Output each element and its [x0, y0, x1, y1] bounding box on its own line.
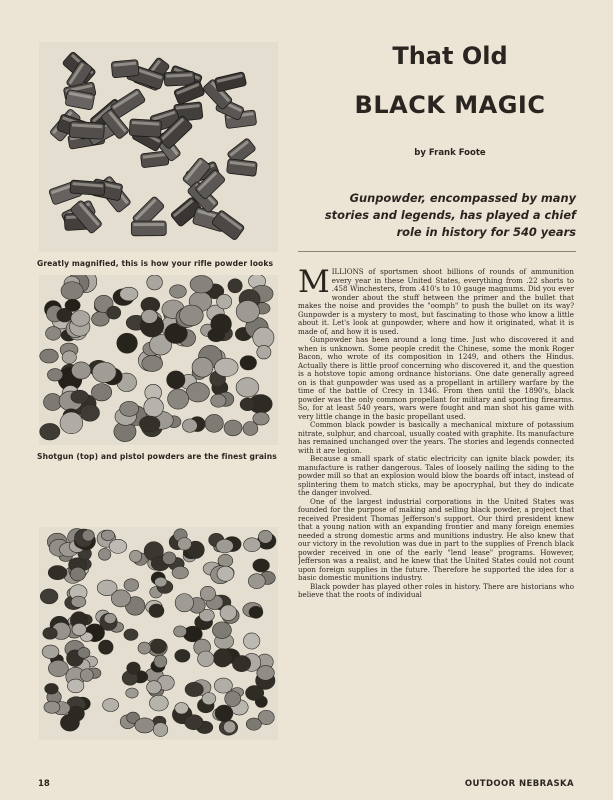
- powder-flake: [190, 276, 213, 293]
- pistol-powder-photo: [39, 527, 278, 740]
- powder-flake: [186, 383, 209, 402]
- powder-flake: [218, 554, 233, 567]
- photo-caption: Shotgun (top) and pistol powders are the finest grains: [37, 452, 277, 461]
- powder-flake: [44, 701, 60, 713]
- powder-flake: [104, 613, 116, 623]
- powder-flake: [139, 416, 160, 432]
- powder-flake: [228, 279, 242, 293]
- powder-flake: [48, 660, 68, 676]
- powder-flake: [220, 605, 237, 621]
- powder-flake: [216, 539, 233, 553]
- powder-grain: [69, 121, 104, 139]
- powder-flake: [42, 645, 59, 659]
- powder-flake: [198, 651, 214, 667]
- powder-flake: [257, 666, 275, 681]
- powder-flake: [179, 305, 203, 326]
- article-body: [298, 268, 574, 760]
- powder-flake: [202, 693, 216, 705]
- powder-flake: [248, 574, 265, 589]
- powder-flake: [153, 723, 168, 737]
- powder-flake: [138, 642, 151, 654]
- powder-flake: [111, 590, 130, 607]
- powder-grain: [214, 72, 246, 92]
- powder-flake: [71, 596, 86, 607]
- powder-grain: [129, 119, 161, 137]
- article-paragraph: Common black powder is basically a mechanical mixture of potassium nitrate, sulphur, and charcoal, usually coated with graphite. Its manufacture has remained unchanged over the years. The stories and legends connected with it are legion.: [298, 420, 574, 455]
- powder-flake: [232, 656, 250, 672]
- powder-flake: [214, 358, 238, 376]
- powder-flake: [150, 639, 166, 653]
- powder-flake: [120, 401, 139, 416]
- powder-flake: [236, 300, 259, 322]
- powder-flake: [225, 691, 241, 706]
- powder-flake: [127, 662, 140, 674]
- article-paragraph: One of the largest industrial corporations in the United States was founded for the purpose of making and selling black powder, a project that received President Thomas Jefferson's support. Our third president knew that a young nation with an expanding frontier and many foreign enemies needed a strong domestic arms and munitions industry. He also knew that our victory in the revolution was due in part to the supplies of French black powder received in one of the early "lend lease" programs. However, Jefferson was a realist, and he knew that the United States could not count upon foreign supplies in the future. Therefore he supported the idea for a basic domestic munitions industry.: [298, 496, 574, 582]
- powder-flake: [65, 299, 80, 311]
- powder-flake: [162, 552, 175, 565]
- article-paragraph: Gunpowder has been around a long time. Just who discovered it and when is unknown. Some people credit the Chinese, some the monk Roger Bacon, who wrote of its composition in 1249, and others the Hindus. Actually there is little proof concerning who discovered it, and the question is a hotstove topic among ordnance historians. One date generally agreed on is that gunpowder was used as a propellant in artillery warfare by the time of the battle of Crecy in 1346. From then until the 1890's, black powder was the only common propellant for military and sporting firearms. So, for at least 540 years, wars were fought and man shot his game with very little change in the basic propellant used.: [298, 335, 574, 421]
- powder-flake: [60, 412, 83, 434]
- powder-flake: [243, 633, 259, 649]
- powder-flake: [217, 566, 234, 581]
- powder-flake: [82, 530, 94, 541]
- powder-flake: [61, 282, 83, 300]
- powder-flake: [147, 275, 163, 290]
- powder-flake: [67, 679, 83, 693]
- powder-flake: [109, 539, 127, 553]
- powder-flake: [43, 627, 57, 639]
- photo-caption: Greatly magnified, this is how your rifle powder looks: [37, 259, 274, 268]
- powder-flake: [71, 390, 88, 403]
- powder-flake: [107, 306, 121, 319]
- powder-flake: [99, 640, 114, 654]
- powder-flake: [253, 327, 274, 348]
- article-title-line1: That Old: [392, 42, 508, 70]
- powder-flake: [141, 309, 157, 323]
- powder-flake: [223, 721, 235, 733]
- powder-flake: [205, 414, 223, 432]
- rifle-powder-image: [39, 42, 278, 252]
- powder-flake: [40, 349, 59, 363]
- powder-flake: [40, 423, 60, 439]
- powder-flake: [147, 681, 162, 694]
- powder-grain: [70, 180, 105, 196]
- article-paragraph: Black powder has played other roles in history. There are historians who believe that the roots of individual: [298, 581, 574, 599]
- powder-flake: [103, 699, 119, 712]
- powder-flake: [249, 606, 263, 618]
- powder-flake: [257, 345, 271, 359]
- powder-flake: [214, 678, 232, 693]
- powder-flake: [246, 718, 261, 730]
- powder-flake: [200, 586, 215, 601]
- powder-flake: [126, 688, 138, 698]
- powder-flake: [175, 703, 189, 714]
- powder-flake: [149, 604, 164, 617]
- powder-flake: [182, 419, 197, 433]
- powder-flake: [236, 378, 259, 397]
- powder-flake: [185, 682, 203, 696]
- powder-flake: [72, 623, 86, 635]
- powder-flake: [154, 655, 167, 668]
- byline: by Frank Foote: [414, 148, 486, 158]
- powder-flake: [215, 705, 233, 722]
- powder-flake: [45, 683, 59, 694]
- powder-flake: [224, 420, 242, 436]
- powder-flake: [124, 579, 139, 592]
- powder-flake: [71, 362, 90, 379]
- powder-flake: [174, 626, 187, 637]
- divider-rule: [298, 251, 576, 252]
- powder-flake: [92, 362, 116, 382]
- powder-flake: [217, 294, 232, 309]
- powder-flake: [80, 404, 99, 421]
- powder-flake: [192, 357, 213, 377]
- pistol-powder-image: [39, 527, 278, 740]
- powder-flake: [101, 530, 114, 541]
- powder-flake: [80, 669, 93, 682]
- article-subtitle: Gunpowder, encompassed by many stories and legends, has played a chief role in history for 540 years: [324, 191, 576, 239]
- powder-flake: [40, 589, 58, 604]
- powder-flake: [129, 550, 141, 562]
- powder-flake: [48, 565, 67, 579]
- powder-flake: [117, 333, 138, 353]
- powder-flake: [168, 389, 189, 409]
- article-paragraph: Because a small spark of static electricity can ignite black powder, its manufacture is rather dangerous. Tales of loosely nailing the siding to the powder mill so that an explosion would blow the boards off intact, instead of splintering them to match sticks, may be apocryphal, but they do indicate the danger involved.: [298, 454, 574, 497]
- powder-flake: [149, 695, 168, 711]
- powder-grain: [111, 60, 139, 78]
- powder-flake: [47, 369, 62, 382]
- powder-flake: [60, 714, 79, 731]
- shotgun-powder-photo: [39, 275, 278, 445]
- powder-flake: [212, 622, 231, 639]
- powder-flake: [175, 649, 190, 662]
- powder-flake: [98, 548, 110, 560]
- powder-flake: [258, 530, 272, 543]
- article-title-line2: BLACK MAGIC: [354, 91, 546, 119]
- powder-flake: [142, 355, 163, 371]
- powder-flake: [185, 715, 204, 730]
- powder-flake: [208, 328, 225, 341]
- shotgun-powder-image: [39, 275, 278, 445]
- powder-flake: [62, 351, 76, 364]
- powder-flake: [213, 649, 232, 667]
- powder-flake: [120, 287, 138, 301]
- powder-flake: [175, 594, 193, 612]
- powder-flake: [170, 285, 187, 298]
- powder-flake: [144, 398, 164, 417]
- powder-flake: [243, 421, 258, 435]
- powder-flake: [155, 577, 167, 587]
- powder-flake: [46, 327, 61, 341]
- powder-flake: [135, 718, 155, 733]
- powder-flake: [253, 559, 270, 572]
- powder-flake: [244, 538, 261, 552]
- drop-cap: M: [298, 268, 330, 300]
- powder-flake: [71, 311, 90, 327]
- powder-flake: [167, 371, 185, 389]
- page-number: 18: [38, 779, 50, 789]
- article-paragraph: [298, 268, 574, 336]
- powder-flake: [246, 686, 264, 701]
- powder-flake: [70, 567, 85, 581]
- powder-flake: [172, 566, 188, 579]
- magazine-name: OUTDOOR NEBRASKA: [464, 779, 574, 789]
- rifle-powder-photo: [39, 42, 278, 252]
- powder-flake: [91, 384, 111, 401]
- powder-grain: [131, 221, 166, 236]
- powder-flake: [240, 356, 256, 370]
- powder-grain: [226, 159, 257, 177]
- powder-flake: [211, 394, 226, 407]
- powder-flake: [178, 538, 192, 551]
- powder-flake: [240, 398, 255, 411]
- powder-flake: [124, 629, 138, 641]
- paragraph-text: ILLIONS of sportsmen shoot billions of rounds of ammunition every year in these United States, everything from .22 shorts to .458 Winchesters, from .410's to 10 gauge magnums. Did you ever wonder about the stuff between the primer and the bullet that makes the noise and provides the "oomph" to push the bullet on its way? Gunpowder is a mystery to most, but fascinating to those who know a little about it. Let's look at gunpowder, where and how it originated, what it is made of, and how it is used.: [298, 268, 574, 336]
- powder-flake: [78, 647, 90, 658]
